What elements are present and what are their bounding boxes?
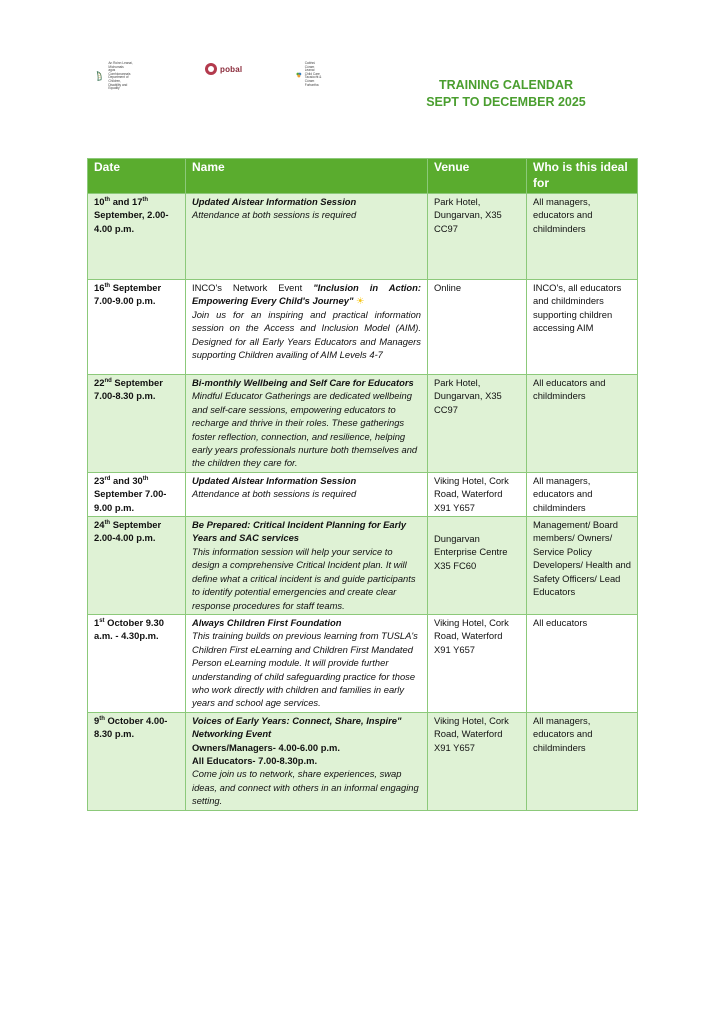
event-description: Attendance at both sessions is required — [192, 488, 357, 500]
calendar-title-line-1: TRAINING CALENDAR — [438, 78, 574, 92]
pobal-mark-icon — [204, 62, 218, 76]
event-venue: Park Hotel, Dungarvan, X35 CC97 — [428, 375, 527, 473]
event-title: Be Prepared: Critical Incident Planning for Early Years and SAC services — [192, 519, 407, 544]
dept-line-4: Disability and Equality — [108, 82, 128, 91]
event-description: This information session will help your service to design a comprehensive Critical Incident plan. It will define what a critical incident is and guide participants to identify potential emergencies and create clear response procedures for staff teams. — [192, 545, 416, 611]
event-date: 1st October 9.30 a.m. - 4.30p.m. — [88, 614, 186, 712]
event-description: This training builds on previous learning from TUSLA's Children First eLearning and Children First Mandated Person eLearning module. It will provide further understanding of child safeguarding practice for those who work directly with children and families in early years and school age services. — [192, 630, 418, 709]
event-name — [186, 712, 428, 810]
event-name — [186, 472, 428, 516]
calendar-title-line-2: SEPT TO DECEMBER 2025 — [426, 95, 586, 109]
event-date: 24th September 2.00-4.00 p.m. — [88, 517, 186, 615]
sun-icon: ☀ — [356, 295, 365, 307]
dept-line-3: Department of Children, — [108, 75, 129, 83]
event-date: 22nd September 7.00-8.30 p.m. — [88, 375, 186, 473]
event-audience: All educators and childminders — [527, 375, 638, 473]
training-calendar-table — [87, 158, 638, 811]
harp-icon — [96, 68, 102, 84]
event-description: Come join us to network, share experiences, swap ideas, and connect with others in an informal engaging setting. — [192, 768, 419, 807]
event-date: 16th September 7.00-9.00 p.m. — [88, 280, 186, 375]
ciot-line-1: Cabhrú Cúram Leanaí — [304, 61, 316, 73]
event-venue: Online — [428, 280, 527, 375]
header-who: Who is this ideal for — [527, 159, 638, 194]
table-row — [88, 472, 638, 516]
event-date: 10th and 17th September, 2.00-4.00 p.m. — [88, 194, 186, 280]
event-date: 23rd and 30th September 7.00-9.00 p.m. — [88, 472, 186, 516]
event-title: Bi-monthly Wellbeing and Self Care for Educators — [192, 377, 414, 388]
event-description: Join us for an inspiring and practical information session on the Access and Inclusion Model (AIM). Designed for all Early Years Educators and Managers supporting Children availing of AIM Levels 4-7 — [192, 308, 421, 361]
event-name — [186, 614, 428, 712]
event-venue: Park Hotel, Dungarvan, X35 CC97 — [428, 194, 527, 280]
event-date: 9th October 4.00-8.30 p.m. — [88, 712, 186, 810]
table-row — [88, 614, 638, 712]
table-row — [88, 712, 638, 810]
event-venue: Viking Hotel, Cork Road, Waterford X91 Y657 — [428, 614, 527, 712]
header-date: Date — [88, 159, 186, 194]
pobal-wordmark: pobal — [220, 64, 243, 74]
header-name: Name — [186, 159, 428, 194]
header-venue: Venue — [428, 159, 527, 194]
table-row — [88, 280, 638, 375]
event-description: Attendance at both sessions is required — [192, 209, 357, 221]
table-header-row — [88, 159, 638, 194]
table-row — [88, 517, 638, 615]
event-audience: All managers, educators and childminders — [527, 712, 638, 810]
event-venue: Viking Hotel, Cork Road, Waterford X91 Y657 — [428, 472, 527, 516]
event-audience: All managers, educators and childminders — [527, 194, 638, 280]
event-audience: All managers, educators and childminders — [527, 472, 638, 516]
ciot-logo — [296, 62, 325, 87]
event-name — [186, 375, 428, 473]
calendar-title — [386, 77, 626, 111]
event-title: "Inclusion in Action: Empowering Every Child's Journey" — [192, 282, 421, 307]
event-name — [186, 280, 428, 375]
event-audience: Management/ Board members/ Owners/ Service Policy Developers/ Health and Safety Officers/ Lead Educators — [527, 517, 638, 615]
table-row — [88, 194, 638, 280]
event-name — [186, 517, 428, 615]
event-session-educators: All Educators- 7.00-8.30p.m. — [192, 754, 318, 766]
event-name — [186, 194, 428, 280]
ciot-line-3: Tacaíocht & Cúram Forbartha — [304, 75, 322, 87]
event-title: Always Children First Foundation — [192, 616, 342, 628]
event-title: Updated Aistear Information Session — [192, 474, 357, 486]
event-audience: All educators — [527, 614, 638, 712]
event-title: Voices of Early Years: Connect, Share, Inspire" Networking Event — [192, 714, 402, 740]
event-audience: INCO's, all educators and childminders supporting children accessing AIM — [527, 280, 638, 375]
event-lead: INCO's Network Event — [192, 282, 314, 293]
event-title: Updated Aistear Information Session — [192, 196, 357, 207]
childcare-mark-icon — [296, 69, 302, 81]
department-logo — [96, 62, 134, 91]
event-session-owners: Owners/Managers- 4.00-6.00 p.m. — [192, 741, 340, 753]
dept-line-1: An Roinn Leanaí, Míchumais — [108, 61, 133, 69]
ciot-line-2: Child Care — [304, 71, 320, 76]
dept-line-2: agus Comhionannais — [108, 68, 131, 76]
table-row — [88, 375, 638, 473]
event-venue: Dungarvan Enterprise Centre X35 FC60 — [428, 517, 527, 615]
pobal-logo — [204, 62, 242, 76]
event-venue: Viking Hotel, Cork Road, Waterford X91 Y657 — [428, 712, 527, 810]
event-description: Mindful Educator Gatherings are dedicated wellbeing and self-care sessions, empowering educators to recharge and thrive in their roles. These gatherings foster reflection, connection, and resilience, helping early years professionals nurture both themselves and the children they care for. — [192, 390, 418, 469]
